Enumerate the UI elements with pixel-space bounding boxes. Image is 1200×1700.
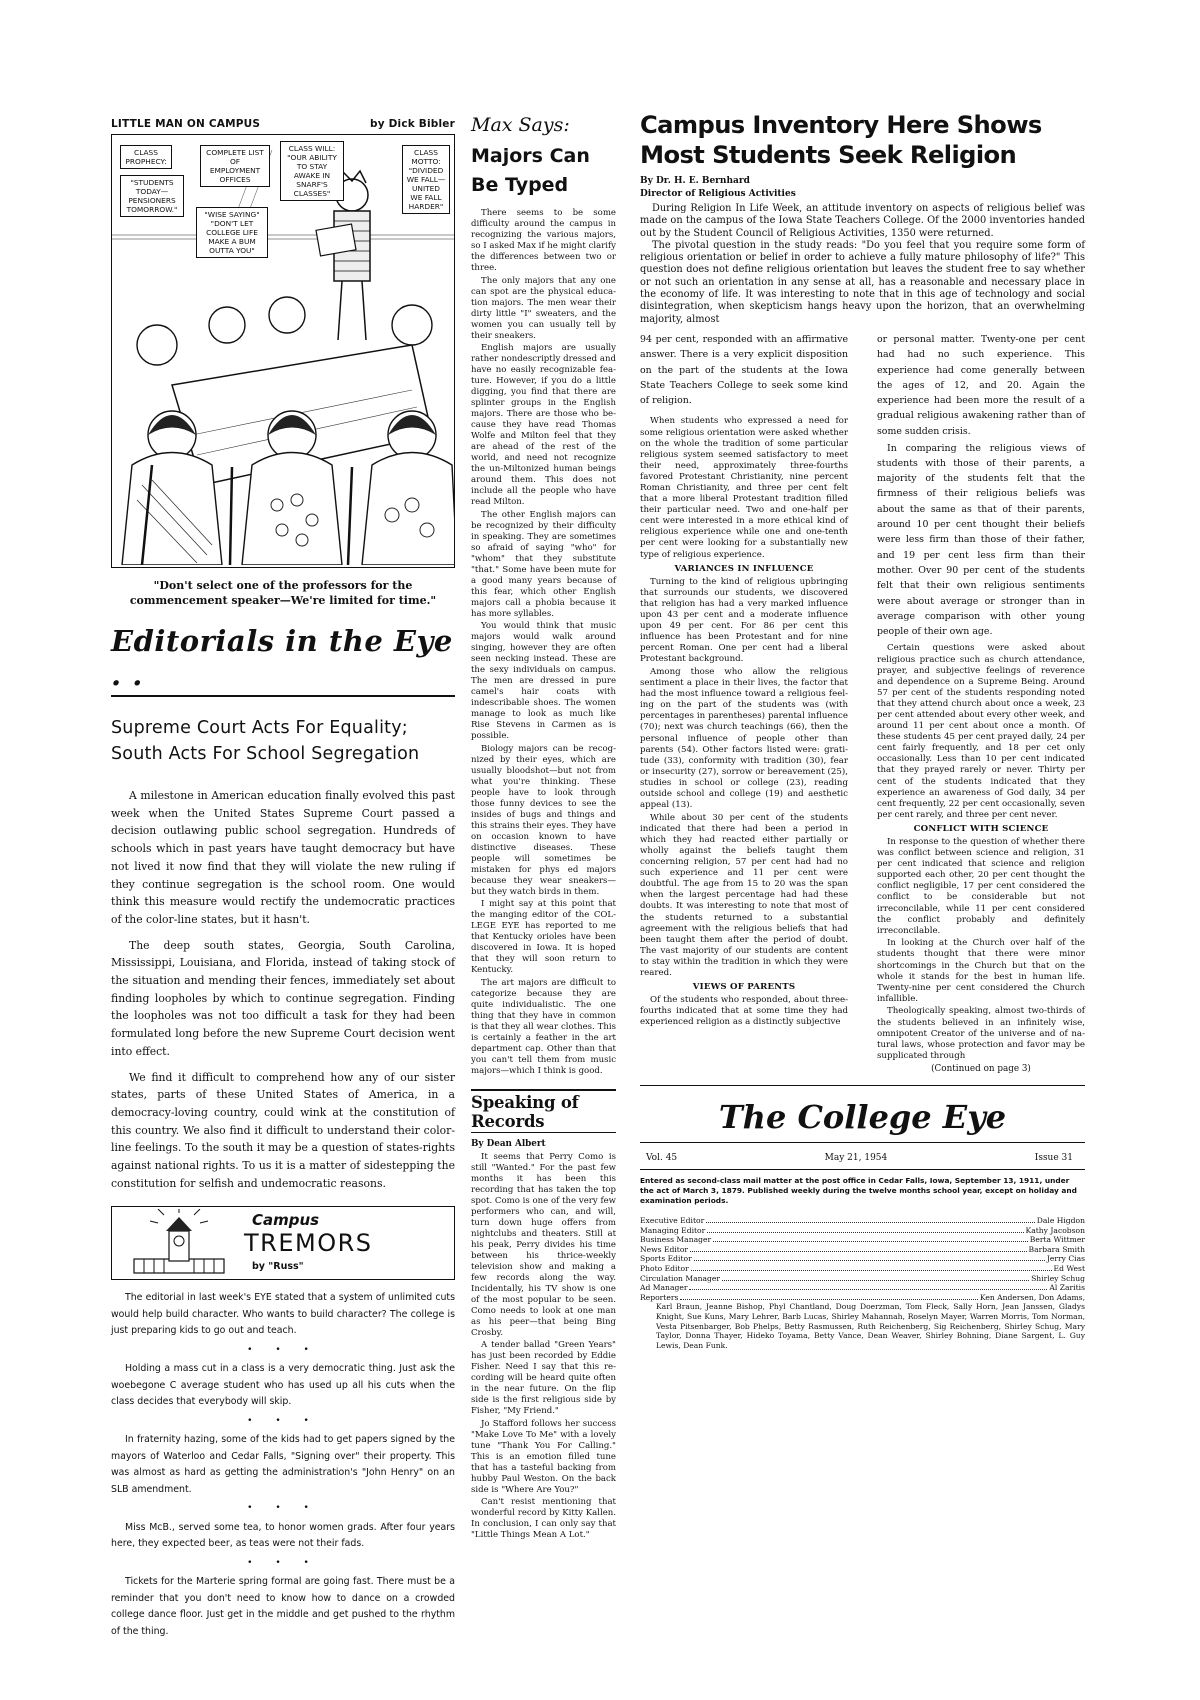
cartoon-header <box>111 118 455 130</box>
editorial-body <box>111 787 455 1192</box>
inventory-subcolumn-left <box>640 332 848 1075</box>
editorials-banner: Editorials in the Eye . . <box>111 624 455 697</box>
staff-leader <box>694 1260 1045 1261</box>
tremors-separator: • • • <box>247 1503 319 1514</box>
cartoon-author: by Dick Bibler <box>369 118 455 130</box>
staff-name: Ed West <box>1053 1263 1085 1273</box>
staff-row <box>640 1254 1085 1264</box>
records-paragraph: Can't resist mentioning that wonderful record by Kitty Kallen. In conclusion, I can only say that "Little Things Mean A Lot." <box>471 1497 616 1540</box>
inventory-intro <box>640 203 1085 326</box>
inventory-paragraph: In comparing the religious views of students with those of their parents, a majority of the students felt that the firmness of their religious beliefs was about the same as that of their parents, around 10 per cent thought their beliefs were less firm than those of their father, and 19 per cent less firm than their mother. Over 90 per cent of the students felt that their own religious sentiments were about average or stronger than in average comparison with other young people of their own age. <box>877 442 1085 638</box>
staff-row <box>640 1216 1085 1226</box>
inventory-headline <box>640 110 1085 170</box>
max-paragraph: There seems to be some difficulty around the campus in recognizing the various majors, so I asked Max if he might clarify the differences between two or three. <box>471 208 616 273</box>
inventory-headline-line-2: Most Students Seek Religion <box>640 141 1017 169</box>
staff-name: Al Zaritis <box>1049 1283 1085 1293</box>
tremors-item: Holding a mass cut in a class is a very democratic thing. Just ask the woebegone C average student who has used up all his cuts when the class decides that everybody will skip. <box>111 1363 455 1408</box>
records-banner: Speaking of Records <box>471 1089 616 1133</box>
tremors-separator: • • • <box>247 1557 319 1568</box>
sign-class-motto: CLASS MOTTO: "DIVIDED WE FALL— UNITED WE FALL HARDER" <box>402 145 450 214</box>
staff-leader <box>722 1280 1029 1281</box>
staff-name: Berta Wittmer <box>1029 1235 1085 1245</box>
subhead-variances-in-influence: VARIANCES IN INFLUENCE <box>674 563 814 574</box>
max-paragraph: I might say at this point that the manging editor of the COLLEGE EYE has reported to me that Kentucky orioles have been discovered in Iowa. It is hoped that they will soon return to Kentucky. <box>471 899 616 975</box>
inventory-byline: By Dr. H. E. Bernhard <box>640 176 750 186</box>
entered-notice: Entered as second-class mail matter at the post office in Cedar Falls, Iowa, September 13, 1911, under the act of March 3, 1879. Published weekly during the twelve months school year, except on holiday and examination periods. <box>640 1175 1077 1205</box>
staff-role: Executive Editor <box>640 1215 705 1225</box>
staff-name: Dale Higdon <box>1036 1215 1085 1225</box>
tremors-campus-word: Campus <box>252 1211 320 1230</box>
staff-role: Managing Editor <box>640 1225 706 1235</box>
max-paragraph: The other English majors can be recognized by their difficulty in speaking. They are sometimes so afraid of saying "who" for "whom" that they substitute "that." Some have been mute for a good many years because of this fear, which other English majors call a phobia because it has more syllables. <box>471 509 616 619</box>
inventory-paragraph: Of the students who responded, about three-fourths indicated that at some time they had experienced religion as a distinctly subjective <box>640 995 848 1028</box>
column-left <box>111 118 455 1640</box>
subhead-conflict-with-science: CONFLICT WITH SCIENCE <box>913 823 1049 834</box>
tremors-item: Tickets for the Marterie spring formal are going fast. There must be a reminder that you don't need to know how to dance on a crowded college dance floor. Just get in the middle and get pushed to the rhythm of the thing. <box>111 1576 455 1637</box>
issue-number: Issue 31 <box>1034 1152 1073 1163</box>
staff-role: Photo Editor <box>640 1263 689 1273</box>
staff-row <box>640 1264 1085 1274</box>
staff-name: Jerry Cias <box>1046 1254 1085 1264</box>
reporters-list: Karl Braun, Jeanne Bishop, Phyl Chantland, Doug Doerzman, Tom Fleck, Sally Horn, Jean Janssen, Gladys Knight, Sue Kuns, Mary Lehrer, Barb Lucas, Shirley Mahannah, Roselyn Mayer, Warren Morris, Tom Norman, Vesta Pitsenbarger, Bob Phelps, Betty Rasmussen, Ruth Reichenberg, Sig Reichenberg, Shirley Schug, Mary Taylor, Donna Thayer, Hideko Toyama, Betty Vance, Dean Weaver, Shirley Bohning, Diane Sargent, L. Guy Lewis, Dean Funk. <box>656 1302 1085 1350</box>
tremors-item: In fraternity hazing, some of the kids had to get papers signed by the mayors of Waterloo and Cedar Falls, "Signing over" their property. This was almost as hard as getting the administration's "John Henry" on an SLB amendment. <box>111 1434 455 1495</box>
sign-employment-offices: COMPLETE LIST OF EMPLOYMENT OFFICES <box>200 145 270 187</box>
bell-tower-icon <box>124 1209 234 1277</box>
staff-row <box>640 1235 1085 1245</box>
records-paragraph: A tender ballad "Green Years" has just been recorded by Eddie Fisher. Need I say that this recording will be heard quite often in the near future. On the flip side is the first religious side by Fisher, "My Friend." <box>471 1340 616 1416</box>
inventory-paragraph: 94 per cent, responded with an affirmative answer. There is a very explicit disposition on the part of the students at the Iowa State Teachers College to seek some kind of religion. <box>640 333 848 407</box>
campus-tremors-banner <box>111 1206 455 1280</box>
cartoon-caption: "Don't select one of the professors for the commencement speaker—We're limited for time." <box>129 579 437 607</box>
masthead-title: The College Eye <box>640 1085 1085 1140</box>
editorial-headline <box>111 715 455 767</box>
staff-leader <box>706 1222 1035 1223</box>
max-paragraph: The art majors are difficult to categorize because they are quite individualistic. The one thing that they have in common is that they all wear clothes. This is certainly a feather in the art department cap. Other than that you can't tell them from music majors—which I think is good. <box>471 977 616 1076</box>
editorial-paragraph: We find it difficult to comprehend how any of our sister states, parts of these United States of America, in a democracy-loving country, could wink at the constitution of this country. We also find it difficult to understand their color-line feelings. To the south it may be a question of states-rights against national rights. To us it is a matter of sidestepping the constitution for selfish and undemocratic reasons. <box>111 1070 455 1190</box>
sign-wise-saying: "WISE SAYING" "DON'T LET COLLEGE LIFE MAKE A BUM OUTTA YOU" <box>196 207 268 258</box>
tremors-separator: • • • <box>247 1344 319 1355</box>
staff-leader <box>680 1299 978 1300</box>
info-rule <box>640 1169 1085 1170</box>
staff-leader <box>713 1241 1028 1242</box>
staff-row <box>640 1274 1085 1284</box>
staff-leader <box>691 1270 1052 1271</box>
sign-class-will: CLASS WILL: "OUR ABILITY TO STAY AWAKE IN SNARF'S CLASSES" <box>280 141 344 201</box>
cartoon-illustration <box>111 134 455 568</box>
staff-row <box>640 1283 1085 1293</box>
max-headline-line-1: Majors Can <box>471 145 590 167</box>
tremors-item: The editorial in last week's EYE stated that a system of unlimited cuts would help build character. Who wants to build character? The college is just preparing kids to go out and teach. <box>111 1292 455 1337</box>
staff-role: Business Manager <box>640 1235 712 1245</box>
staff-row <box>640 1293 1085 1303</box>
inventory-paragraph: or personal matter. Twenty-one per cent had had no such experience. This experience had come generally between the ages of 12, and 20. Again the experience had been more the result of a gradual religious awakening rather than of some sudden crisis. <box>877 333 1085 437</box>
staff-role: Sports Editor <box>640 1254 692 1264</box>
editorial-headline-line-1: Supreme Court Acts For Equality; <box>111 718 408 738</box>
max-paragraph: Biology majors can be recognized by their eyes, which are usually bloodshot—but not from what you're thinking. These people have to look through those funny devices to see the insides of bugs and things and this strains their eyes. They have on occasion known to have distinctive diseases. These people will sometimes be mistaken for phys ed majors because they wear sneakers—but they watch birds in them. <box>471 743 616 897</box>
column-right <box>640 111 1085 1350</box>
max-headline-line-2: Be Typed <box>471 174 569 196</box>
column-middle <box>471 114 616 1543</box>
inventory-headline-line-1: Campus Inventory Here Shows <box>640 111 1042 139</box>
tremors-title: TREMORS <box>244 1229 373 1258</box>
volume-number: Vol. 45 <box>646 1152 678 1163</box>
editorial-paragraph: A milestone in American education finally evolved this past week when the United States Supreme Court passed a decision outlawing public school segregation. Hundreds of schools which in past years have taught democracy but have not lived it now find that they will violate the new ruling if they continue segregation is the school room. One would think this measure would rectify the undemocratic practices of the color-line states, but it hasn't. <box>111 789 455 926</box>
inventory-intro-paragraph: The pivotal question in the study reads: "Do you feel that you require some form of religious orientation or belief in order to achieve a fully mature philosophy of life?" This question does not define religious orientation but leaves the student free to say whether or not such an orientation in any sense at all, has a reasonable and necessary place in the economy of life. It was interesting to note that in this age of technology and social disintegration, when skepticism hangs heavy upon the horizon, that an overwhelming majority, almost <box>640 239 1085 325</box>
staff-leader <box>690 1251 1026 1252</box>
tremors-column <box>111 1290 455 1640</box>
tremors-item: Miss McB., served some tea, to honor women grads. After four years here, they expected beer, as teas were not their fads. <box>111 1521 455 1550</box>
staff-name: Barbara Smith <box>1028 1244 1085 1254</box>
inventory-paragraph: While about 30 per cent of the students indicated that there had been a period in which they had reacted either partially or wholly against the beliefs taught them concerning religion, 57 per cent had had no such experience and 11 per cent were doubtful. The age from 15 to 20 was the span when the largest percentage had had these doubts. It was interesting to note that most of the students returned to a substantial agreement with the religious beliefs that had been taught them after the period of doubt. The vast majority of our students are content to stay within the tradition in which they were reared. <box>640 812 848 979</box>
staff-row <box>640 1245 1085 1255</box>
max-paragraph: English majors are usually rather nondescriptly dressed and have no easily recognizable feature. However, if you do a little digging, you find that there are splinter groups in the English majors. There are those who because they have read Thomas Wolfe and Milton feel that they are ahead of the rest of the world, and need not recognize the un-Miltonized human beings around them. This does not include all the people who have read Milton. <box>471 343 616 507</box>
editorial-paragraph: The deep south states, Georgia, South Carolina, Mississippi, Louisiana, and Florida, instead of taking stock of the situation and mending their fences, immediately set about finding loopholes by which to continue segregation. Finding the loopholes was not too difficult a task for they had been formulated long before the new Supreme Court decision went into effect. <box>111 938 455 1058</box>
issue-info-row <box>640 1143 1085 1169</box>
tremors-byline: by "Russ" <box>252 1261 304 1273</box>
inventory-right-body <box>877 643 1085 1075</box>
staff-role: Ad Manager <box>640 1283 688 1293</box>
sign-class-prophecy: CLASS PROPHECY: <box>120 145 172 169</box>
sign-students-today: "STUDENTS TODAY— PENSIONERS TOMORROW." <box>120 175 184 217</box>
inventory-paragraph: Theologically speaking, almost two-thirds of the students believed in an infinitely wise, omnipotent Creator of the universe and of natural laws, whose protection and favor may be supplicated through <box>877 1006 1085 1061</box>
inventory-lead-left <box>640 332 848 408</box>
staff-name: Ken Andersen, Don Adams, <box>979 1292 1085 1302</box>
max-paragraph: The only majors that any one can spot are the physical education majors. The men wear their dirty little "I" sweaters, and the women you can usually tell by their sneakers. <box>471 275 616 341</box>
inventory-paragraph: In looking at the Church over half of the students thought that there were minor shortcomings in the Church but that on the whole it stands for the best in human life. Twenty-nine per cent considered the Church infallible. <box>877 938 1085 1004</box>
issue-date: May 21, 1954 <box>824 1152 888 1163</box>
staff-box <box>640 1216 1085 1350</box>
inventory-paragraph: Turning to the kind of religious upbringing that surrounds our students, we discovered that religion has had a very marked influence upon 43 per cent and a moderate influence upon 49 per cent. For 86 per cent this influence has been Protestant and for nine percent Roman. One per cent had a liberal Protestant background. <box>640 576 848 665</box>
staff-row <box>640 1226 1085 1236</box>
staff-name: Kathy Jacobson <box>1025 1225 1085 1235</box>
records-byline: By Dean Albert <box>471 1138 546 1149</box>
inventory-paragraph: Among those who allow the religious sentiment a place in their lives, the factor that had the most influence toward a religious feeling on the part of the students was (with percentages in parentheses) parental influence (70); next was church teachings (66), then the personal influence of people other than parents (54). Other factors listed were: gratitude (33), conformity with tradition (30), fear or insecurity (27), sorrow or bereavement (25), studies in school or college (23), reading outside school and college (19) and aesthetic appeal (13). <box>640 667 848 811</box>
inventory-left-body <box>640 416 848 1028</box>
staff-role: Reporters <box>640 1292 679 1302</box>
inventory-intro-paragraph: During Religion In Life Week, an attitude inventory on aspects of religious belief was made on the campus of the Iowa State Teachers College. Of the 2000 inventories handed out by the Student Council of Religious Activities, 1350 were returned. <box>640 203 1085 239</box>
records-article-body <box>471 1152 616 1542</box>
staff-name: Shirley Schug <box>1031 1273 1085 1283</box>
max-says-kicker: Max Says: <box>471 114 570 136</box>
staff-role: Circulation Manager <box>640 1273 721 1283</box>
max-headline <box>471 142 616 200</box>
inventory-lead-right <box>877 332 1085 639</box>
inventory-two-columns <box>640 332 1085 1075</box>
cartoon-strip-title: LITTLE MAN ON CAMPUS <box>111 118 261 130</box>
inventory-byline-title: Director of Religious Activities <box>640 189 796 199</box>
staff-role: News Editor <box>640 1244 689 1254</box>
subhead-views-of-parents: VIEWS OF PARENTS <box>692 982 796 993</box>
continued-on-page-3: (Continued on page 3) <box>931 1063 1031 1074</box>
records-paragraph: Jo Stafford follows her success "Make Love To Me" with a lovely tune "Thank You For Calling." This is an emotion filled tune that has a tasteful backing from hubby Paul Weston. On the back side is "Where Are You?" <box>471 1418 616 1495</box>
inventory-paragraph: In response to the question of whether there was conflict between science and religion, 31 per cent indicated that science and religion supported each other, 20 per cent thought the conflict negligible, 17 per cent considered the conflict to be considerable but not irreconcilable, while 11 per cent considered the conflict probably and definitely irreconcilable. <box>877 837 1085 936</box>
inventory-paragraph: When students who expressed a need for some religious orientation were asked whether on the whole the tradition of some particular religious system seemed satisfactory to meet their need, approximately three-fourths favored Protestant Christianity, nine percent Roman Christianity, and three per cent felt that a more liberal Protestant tradition filled their particular need. Two and one-half per cent were interested in a more ethical kind of religious experience while one and one-tenth per cent were looking for a substantially new type of religious experience. <box>640 416 848 560</box>
max-article-body <box>471 208 616 1077</box>
staff-leader <box>689 1289 1047 1290</box>
editorial-headline-line-2: South Acts For School Segregation <box>111 744 420 764</box>
inventory-subcolumn-right <box>877 332 1085 1075</box>
tremors-separator: • • • <box>247 1415 319 1426</box>
inventory-paragraph: Certain questions were asked about religious practice such as church attendance, prayer, and subjective feelings of reverence and dependence on a Supreme Being. Around 57 per cent of the students responding noted that they attend church about once a week, 23 per cent attended about every other week, and around 11 per cent about once a month. Of these students 45 per cent prayed daily, 24 per cent fairly frequently, and 18 per cet only occasionally. Less than 10 per cent indicated that they prayed rarely or never. Thirty per cent of the students indicated that they experience an awareness of God daily, 34 per cent frequently, 22 per cent occasionally, seven per cent rarely, and three per cent never. <box>877 643 1085 820</box>
records-paragraph: It seems that Perry Como is still "Wanted." For the past few months it has been this recording that has taken the top spot. Como is one of the very few performers who can, and will, turn down huge offers from nightclubs and theaters. Still at his peak, Perry divides his time between his thrice-weekly television show and making a few records along the way. Incidentally, his TV show is one of the most popular to be seen. Como needs to look at one man as his peer—that being Bing Crosby. <box>471 1151 616 1338</box>
staff-leader <box>707 1232 1023 1233</box>
max-paragraph: You would think that music majors would walk around singing, however they are often seen necking instead. These are the sexy individuals on campus. The men are dressed in pure camel's hair coats with indescribable shoes. The women manage to look as much like Rise Stevens in Carmen as is possible. <box>471 621 616 741</box>
